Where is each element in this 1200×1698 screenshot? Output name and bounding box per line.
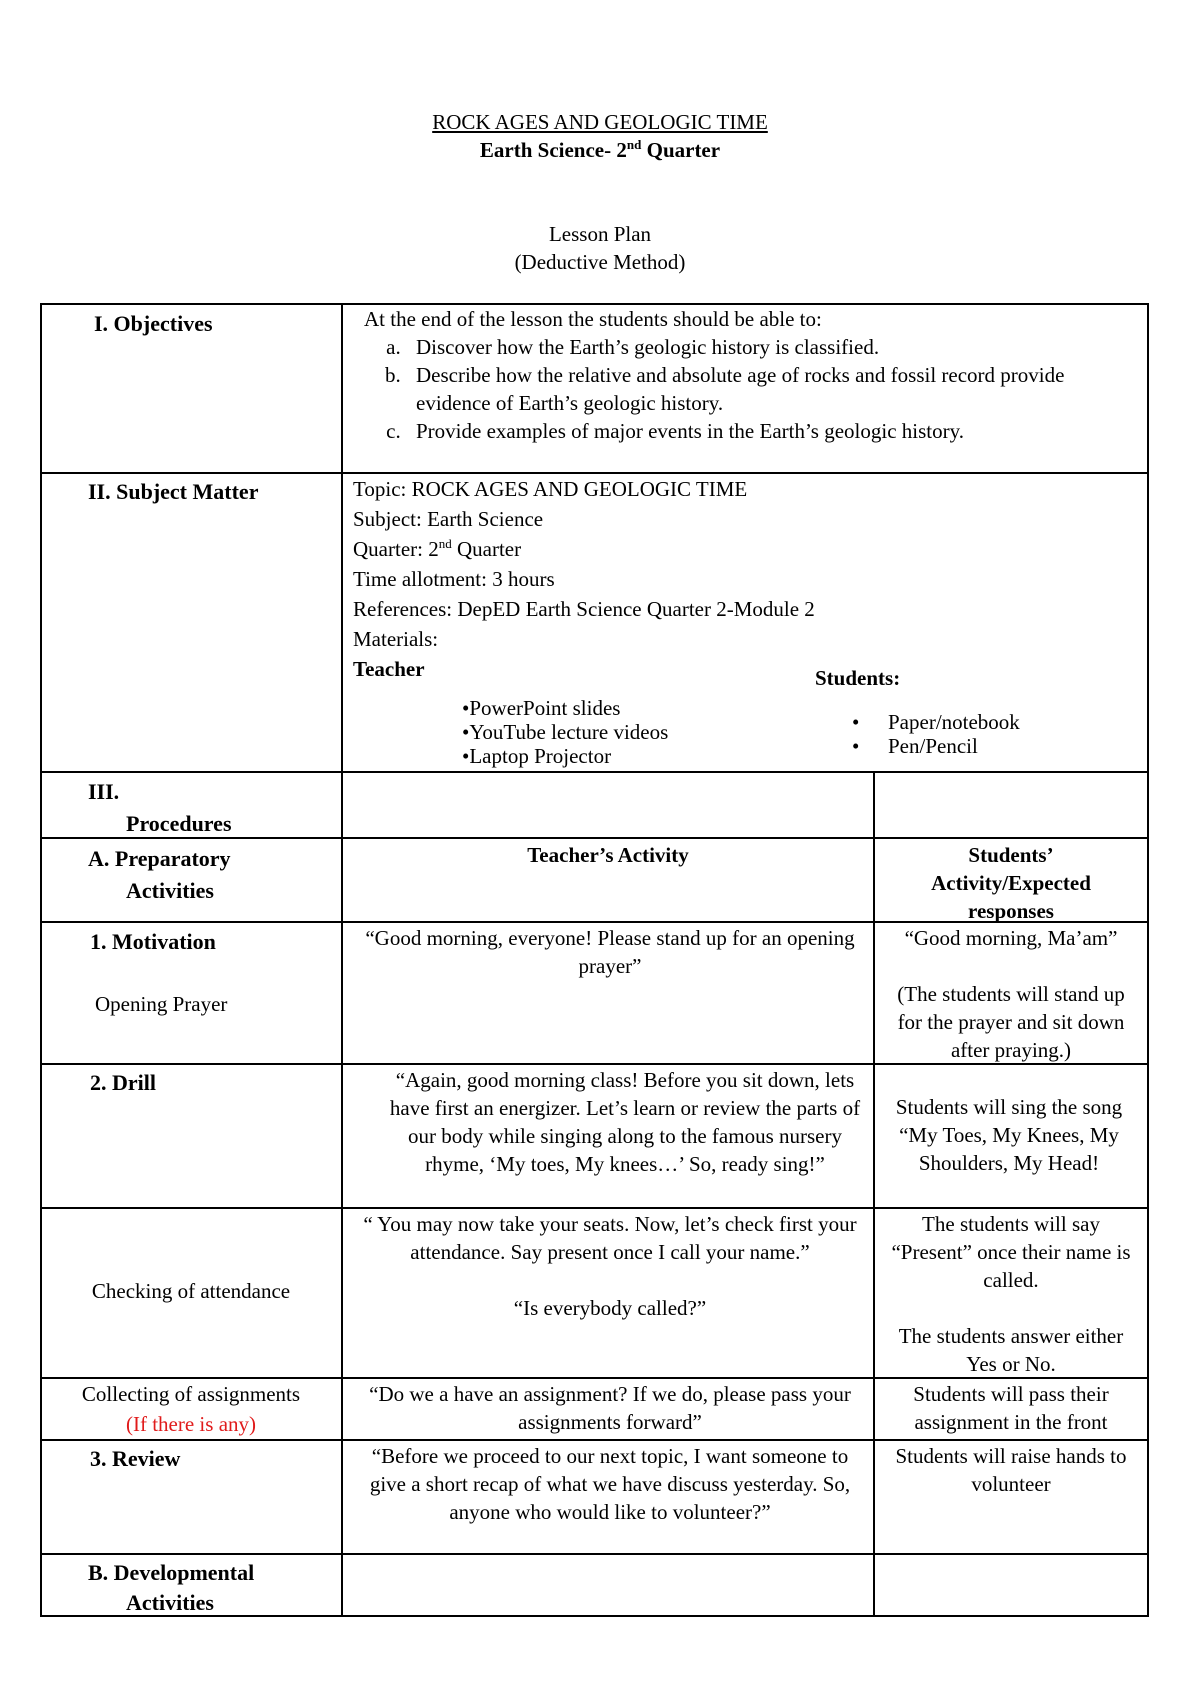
drill-teacher: “Again, good morning class! Before you sit down, lets have first an energizer. Let’s learn or review the parts of our body while singing along to the famous nursery rhyme, ‘My toes, My knees…’ So, ready sing!” — [389, 1068, 861, 1176]
objectives-content — [364, 305, 1124, 445]
document-title: ROCK AGES AND GEOLOGIC TIME — [432, 110, 768, 134]
time-allotment-line: Time allotment: 3 hours — [353, 567, 555, 591]
objective-item: a. Discover how the Earth’s geologic history is classified. — [406, 333, 1124, 361]
assignments-teacher: “Do we a have an assignment? If we do, please pass your assignments forward” — [369, 1382, 851, 1434]
subtitle-tail: Quarter — [641, 138, 721, 162]
subject-line: Subject: Earth Science — [353, 507, 544, 531]
students-materials-list — [852, 710, 1102, 758]
teacher-material-item: •YouTube lecture videos — [462, 720, 669, 744]
bullet-icon: • — [852, 734, 860, 758]
row-divider — [40, 1207, 1149, 1209]
bullet-icon: • — [852, 710, 860, 734]
students-materials-label: Students: — [815, 666, 901, 690]
quarter-text: Quarter: 2 — [353, 537, 439, 561]
document-subtitle — [0, 138, 1200, 163]
method-label: (Deductive Method) — [514, 250, 686, 274]
attendance-teacher: “ You may now take your seats. Now, let’s check first your attendance. Say present once I call your name.” “Is everybody called?” — [363, 1212, 857, 1320]
developmental-label: B. Developmental Activities — [88, 1560, 255, 1615]
student-activity-header: Students’ Activity/Expected responses — [931, 843, 1091, 923]
motivation-label: 1. Motivation — [90, 929, 216, 954]
drill-label: 2. Drill — [90, 1070, 156, 1095]
references-line: References: DepED Earth Science Quarter 2-Module 2 — [353, 597, 815, 621]
teacher-materials-label: Teacher — [353, 657, 425, 681]
quarter-line — [353, 534, 1133, 564]
attendance-student: The students will say “Present” once their name is called. The students answer either Yes or No. — [891, 1212, 1131, 1376]
motivation-sub: Opening Prayer — [95, 992, 228, 1016]
subtitle-sup: nd — [626, 137, 642, 152]
objectives-intro: At the end of the lesson the students should be able to: — [364, 307, 822, 331]
motivation-teacher: “Good morning, everyone! Please stand up for an opening prayer” — [365, 926, 855, 978]
review-label: 3. Review — [90, 1446, 181, 1471]
attendance-label: Checking of attendance — [91, 1279, 291, 1303]
student-material-item: • Pen/Pencil — [852, 734, 978, 758]
teacher-material-item: •Laptop Projector — [462, 744, 612, 768]
row-divider — [40, 1439, 1149, 1441]
lesson-plan-label: Lesson Plan — [548, 222, 652, 246]
objectives-label: I. Objectives — [94, 311, 213, 336]
motivation-student: “Good morning, Ma’am” (The students will stand up for the prayer and sit down after praying.) — [897, 926, 1125, 1062]
objectives-list — [364, 333, 1124, 445]
quarter-sup: nd — [438, 536, 452, 551]
teacher-material-item: •PowerPoint slides — [462, 696, 621, 720]
assignments-note: (If there is any) — [125, 1412, 257, 1436]
subject-matter-content — [353, 474, 1133, 684]
objective-item: b. Describe how the relative and absolute age of rocks and fossil record provide evidence of Earth’s geologic history. — [406, 361, 1124, 417]
teacher-materials-list — [462, 696, 762, 768]
subject-matter-label: II. Subject Matter — [88, 479, 259, 504]
subtitle-text: Earth Science- 2 — [479, 138, 627, 162]
review-student: Students will raise hands to volunteer — [895, 1444, 1127, 1496]
objective-item: c. Provide examples of major events in the Earth’s geologic history. — [406, 417, 1124, 445]
assignments-label: Collecting of assignments (If there is any) — [43, 1379, 339, 1439]
materials-line: Materials: — [353, 627, 439, 651]
review-teacher: “Before we proceed to our next topic, I want someone to give a short recap of what we have discuss yesterday. So, anyone who would like to volunteer?” — [369, 1444, 851, 1524]
row-divider — [40, 771, 1149, 773]
topic-line: Topic: ROCK AGES AND GEOLOGIC TIME — [353, 477, 748, 501]
assignments-student: Students will pass their assignment in the front — [913, 1382, 1109, 1434]
student-material-item: • Paper/notebook — [852, 710, 1020, 734]
drill-student: Students will sing the song “My Toes, My Knees, My Shoulders, My Head! — [895, 1095, 1123, 1175]
column-divider — [341, 303, 343, 1617]
teacher-activity-header: Teacher’s Activity — [527, 843, 689, 867]
row-divider — [40, 1553, 1149, 1555]
preparatory-label: A. Preparatory Activities — [88, 846, 231, 903]
procedures-label: III. Procedures — [88, 779, 232, 836]
quarter-tail: Quarter — [451, 537, 522, 561]
